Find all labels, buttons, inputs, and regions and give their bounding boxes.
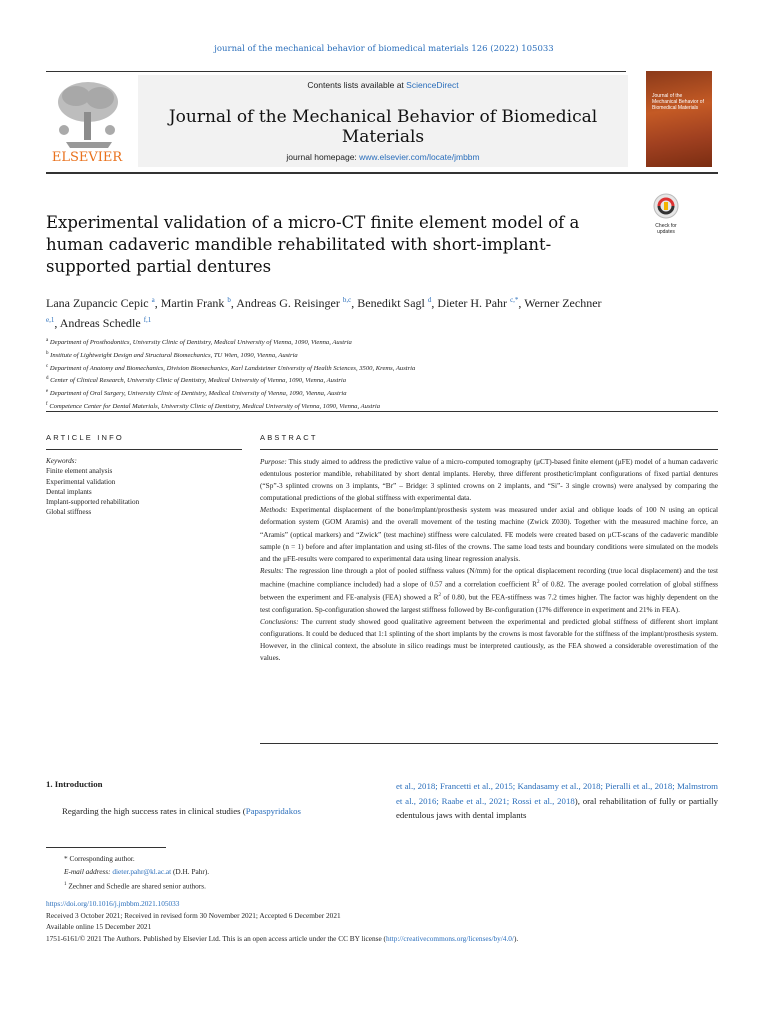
- license-line: 1751-6161/© 2021 The Authors. Published by Elsevier Ltd. This is an open access article under the CC BY license (http://creativecommons.org/licenses/by/4.0/).: [46, 933, 519, 943]
- affiliation-item: $^c$ Department of Anatomy and Biomechanics, Division Biomechanics, Karl Landsteiner University of Health Sciences, 3500, Krems, Austria: [46, 363, 416, 372]
- keyword-item: Global stiffness: [46, 508, 92, 517]
- keyword-item: Implant-supported rehabilitation: [46, 498, 140, 507]
- author-affiliation-mark[interactable]: a: [151, 296, 155, 304]
- article-title: Experimental validation of a micro-CT finite element model of a human cadaveric mandible rehabilitated with short-implant-supported partial dentures: [46, 213, 580, 276]
- doi-link[interactable]: https://doi.org/10.1016/j.jmbbm.2021.105033: [46, 899, 180, 908]
- license-link[interactable]: http://creativecommons.org/licenses/by/4.0/: [386, 933, 514, 943]
- check-updates-label: Check for updates: [655, 223, 677, 235]
- abstract-bottom-rule: [260, 743, 718, 744]
- dates-line: Received 3 October 2021; Received in revised form 30 November 2021; Accepted 6 December 2021: [46, 910, 341, 920]
- header-top-rule: [46, 71, 626, 72]
- introduction-heading: 1. Introduction: [46, 779, 103, 789]
- author-affiliation-mark[interactable]: d: [427, 296, 432, 304]
- keywords-block: [46, 456, 242, 518]
- check-for-updates-badge[interactable]: [650, 193, 682, 233]
- header-bottom-rule: [46, 172, 718, 174]
- abstract-methods: Methods: Experimental displacement of the bone/implant/prosthesis system was measured under axial and oblique loads of 100 N using an optical deformation system (GOM Aramis) and the overall movement of the testing machine (Zwick Z030). Together with the measured machine force, an “Aramis” (optical markers) and “Zwick” (test machine) stiffness were calculated. FE models were created based on μCT-scans of the cadaveric mandible sample (n = 1) before and after implantation and using stl-files of the crowns. The same load tests and boundary conditions were simulated on the models and the μFE-results were compared to experimental data using linear regression analysis.: [260, 505, 718, 563]
- publication-info: [46, 898, 726, 944]
- footnotes: [46, 852, 506, 892]
- introduction-right-column: et al., 2018; Francetti et al., 2015; Kandasamy et al., 2018; Pieralli et al., 2018; Malmstrom et al., 2016; Raabe et al., 2021; Rossi et al., 2018), oral rehabilitation of fully or partially edentulous jaws with dental implants: [396, 781, 719, 820]
- abstract-heading: ABSTRACT: [260, 433, 318, 442]
- author-name[interactable]: Werner Zechner: [524, 296, 602, 310]
- abstract-body: [260, 456, 718, 664]
- check-updates-icon: [650, 193, 682, 219]
- author-affiliation-mark[interactable]: b: [227, 296, 231, 304]
- author-affiliation-mark[interactable]: c,*: [510, 296, 519, 304]
- author-affiliation-mark[interactable]: f,1: [143, 316, 152, 324]
- affiliation-item: $^b$ Institute of Lightweight Design and Structural Biomechanics, TU Wien, 1090, Vienna, Austria: [46, 350, 298, 359]
- citation-link[interactable]: Papaspyridakos: [245, 806, 301, 816]
- article-info-rule: [46, 449, 242, 450]
- affiliation-item: $^d$ Center of Clinical Research, University Clinic of Dentistry, Medical University of Vienna, 1090, Vienna, Austria: [46, 376, 347, 385]
- footnote-rule: [46, 847, 166, 848]
- author-name[interactable]: Benedikt Sagl: [357, 296, 425, 310]
- author-name[interactable]: Andreas Schedle: [59, 316, 141, 330]
- corresponding-author-note: * Corresponding author.: [64, 854, 135, 863]
- online-line: Available online 15 December 2021: [46, 922, 152, 932]
- keywords-label: Keywords:: [46, 457, 77, 465]
- sciencedirect-link[interactable]: ScienceDirect: [406, 80, 459, 90]
- email-note: E-mail address: dieter.pahr@kl.ac.at (D.H. Pahr).: [64, 867, 210, 876]
- affiliation-item: $^e$ Department of Oral Surgery, University Clinic of Dentistry, Medical University of Vienna, 1090, Vienna, Austria: [46, 389, 347, 398]
- elsevier-wordmark: ELSEVIER: [51, 150, 123, 165]
- email-link[interactable]: dieter.pahr@kl.ac.at: [112, 867, 172, 876]
- affiliation-item: $^a$ Department of Prosthodontics, University Clinic of Dentistry, Medical University of Vienna, 1090, Vienna, Austria: [46, 338, 352, 347]
- keyword-item: Dental implants: [46, 487, 92, 496]
- contents-prefix: Contents lists available at: [307, 80, 407, 90]
- abstract-results: Results: The regression line through a plot of pooled stiffness values (N/mm) for the optical displacement recording (true local displacement) and the test machine (machine compliance included) had a slope of 0.57 and a correlation coefficient $R^2$ of 0.82. The average pooled correlation of global stiffness between the experiment and FE-analysis (FEA) showed a $R^2$ of 0.80, but the FEA-stiffness was 7.2 times higher. The factor was highly dependent on the test configuration. Sp-configuration showed the largest stiffness followed by Br-configuration (17% difference in experiment and 21% in FEA).: [260, 565, 718, 614]
- journal-title: Journal of the Mechanical Behavior of Biomedical Materials: [168, 107, 598, 147]
- affiliation-list: [46, 336, 646, 413]
- journal-cover-image[interactable]: [646, 71, 712, 167]
- author-affiliation-mark[interactable]: b,c: [342, 296, 352, 304]
- abstract-rule: [260, 449, 718, 450]
- author-name[interactable]: Martin Frank: [160, 296, 225, 310]
- keyword-item: Experimental validation: [46, 477, 116, 486]
- author-name[interactable]: Dieter H. Pahr: [437, 296, 508, 310]
- homepage-link[interactable]: www.elsevier.com/locate/jmbbm: [359, 152, 480, 162]
- author-affiliation-mark[interactable]: e,1: [46, 316, 55, 324]
- shared-authorship-note: $^1$ Zechner and Schedle are shared senior authors.: [64, 881, 206, 891]
- homepage-prefix: journal homepage:: [286, 152, 360, 162]
- author-list: Lana Zupancic Cepic $^a$, Martin Frank $^b$, Andreas G. Reisinger $^{b,c}$, Benedikt Sagl $^d$, Dieter H. Pahr $^{c,*}$, Werner Zechner $^{e,1}$, Andreas Schedle $^{f,1}$: [46, 296, 602, 330]
- article-info-heading: ARTICLE INFO: [46, 433, 124, 442]
- author-name[interactable]: Andreas G. Reisinger: [236, 296, 340, 310]
- citation-links[interactable]: et al., 2018; Francetti et al., 2015; Kandasamy et al., 2018; Pieralli et al., 2018; Malmstrom et al., 2016; Raabe et al., 2021; Rossi et al., 2018: [396, 781, 718, 806]
- homepage-line: [138, 152, 628, 162]
- affiliation-item: $^f$ Competence Center for Dental Materials, University Clinic of Dentistry, Medical University of Vienna, 1090, Vienna, Austria: [46, 401, 381, 411]
- keyword-item: Finite element analysis: [46, 467, 113, 476]
- author-name[interactable]: Lana Zupancic Cepic: [46, 296, 149, 310]
- abstract-purpose: Purpose: This study aimed to address the predictive value of a micro-computed tomography (μCT)-based finite element (μFE) model of a human cadaveric edentulous posterior mandible, rehabilitated by short dental implants. Hereby, three different prosthetic/implant configurations of fixed partial dentures (“Sp”-3 splinted crowns on 3 implants, “Br” – Bridge: 3 splinted crowns on 2 implants, and “Si”- 3 single crowns) were analysed by comparing the computational predictions of the global stiffness with experimental data.: [260, 457, 718, 503]
- contents-line: [138, 80, 628, 90]
- introduction-left-column: Regarding the high success rates in clinical studies (Papaspyridakos: [62, 806, 301, 816]
- journal-reference[interactable]: journal of the mechanical behavior of biomedical materials 126 (2022) 105033: [214, 44, 554, 54]
- cover-title: Journal of the Mechanical Behavior of Biomedical Materials: [652, 93, 704, 111]
- section-rule: [46, 411, 718, 412]
- abstract-conclusions: Conclusions: The current study showed good qualitative agreement between the experimental and predicted global stiffness of different short implant configurations. It could be deduced that 1:1 splinting of the short implants by the crowns is most favorable for the stiffness of the implant/prosthesis system. However, in the clinical context, the absolute in silico readings must be interpreted cautiously, as the FEA showed a considerable overestimation of the values.: [260, 617, 718, 663]
